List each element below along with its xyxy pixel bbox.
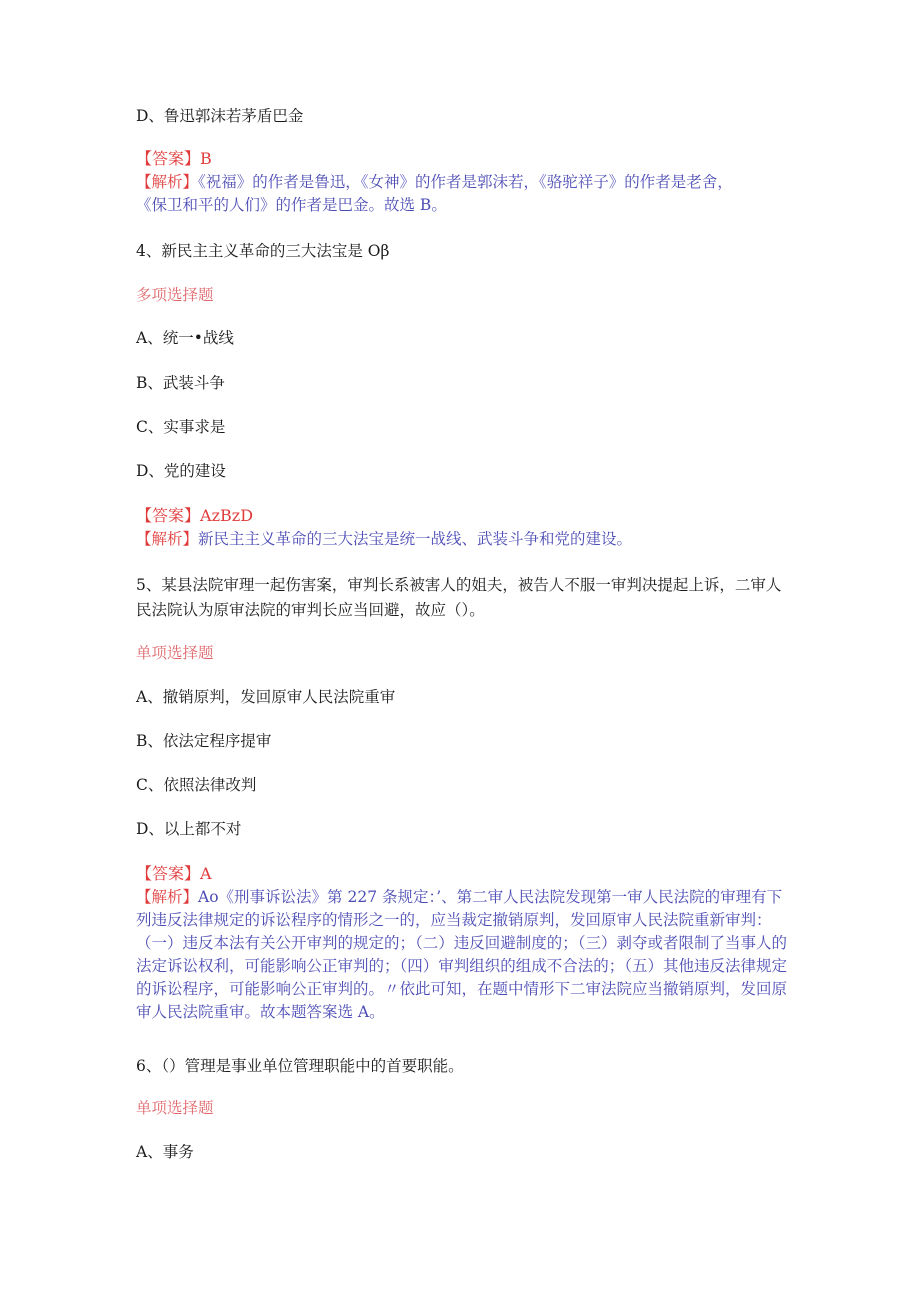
q5-question-line: 5、某县法院审理一起伤害案，审判长系被害人的姐夫，被告人不服一审判决提起上诉，二审人 (136, 576, 782, 594)
q5-explain-line: 的诉讼程序，可能影响公正审判的。〃依此可知，在题中情形下二审法院应当撤销原判，发回原 (136, 980, 788, 998)
q5-explain-line: 列违反法律规定的诉讼程序的情形之一的，应当裁定撤销原判，发回原审人民法院重新审判： (136, 911, 772, 929)
q5-explain-line: 审人民法院重审。故本题答案选 A。 (136, 1003, 385, 1021)
q4-option-d: D、党的建设 (136, 462, 226, 480)
q4-answer-block (136, 504, 786, 551)
q4-question-type: 多项选择题 (136, 286, 214, 304)
q5-option-c: C、依照法律改判 (136, 776, 257, 794)
q4-explain-line: 新民主主义革命的三大法宝是统一战线、武装斗争和党的建设。 (198, 530, 633, 548)
q5-question-type: 单项选择题 (136, 644, 214, 662)
q6-question: 6、（）管理是事业单位管理职能中的首要职能。 (136, 1057, 464, 1075)
q3-explain-line: 《祝福》的作者是鲁迅，《女神》的作者是郭沫若，《骆驼祥子》的作者是老舍， (198, 173, 733, 191)
q5-explain-line: 法定诉讼权利，可能影响公正审判的；（四）审判组织的组成不合法的；（五）其他违反法律规定 (136, 957, 788, 975)
q5-option-a: A、撤销原判，发回原审人民法院重审 (136, 688, 396, 706)
q5-option-d: D、以上都不对 (136, 820, 242, 838)
q5-explain-line: （一）违反本法有关公开审判的规定的；（二）违反回避制度的；（三）剥夺或者限制了当事人的 (136, 934, 788, 952)
q5-question (136, 573, 786, 623)
q3-explain-line: 《保卫和平的人们》的作者是巴金。故选 B。 (136, 196, 447, 214)
q4-answer-tag: 【答案】 (136, 506, 201, 525)
q5-explain-line: Ao《刑事诉讼法》第 227 条规定：’、第二审人民法院发现第一审人民法院的审理有下 (198, 888, 783, 906)
q4-question: 4、新民主主义革命的三大法宝是 Oβ (136, 242, 390, 260)
q6-option-a: A、事务 (136, 1143, 194, 1161)
q3-answer-block (136, 147, 786, 217)
q4-option-c: C、实事求是 (136, 418, 226, 436)
q4-option-a: A、统一•战线 (136, 329, 234, 347)
q3-answer-value: B (200, 149, 212, 168)
q5-answer-value: A (200, 864, 212, 883)
q3-answer-tag: 【答案】 (136, 149, 201, 168)
q6-question-type: 单项选择题 (136, 1099, 214, 1117)
q5-answer-block (136, 862, 786, 1024)
q5-option-b: B、依法定程序提审 (136, 732, 272, 750)
q5-question-line: 民法院认为原审法院的审判长应当回避，故应（）。 (136, 601, 485, 619)
q4-option-b: B、武装斗争 (136, 374, 225, 392)
q3-option-d: D、鲁迅郭沫若茅盾巴金 (136, 107, 304, 125)
q5-explain-tag: 【解析】 (136, 888, 199, 906)
q3-explain-tag: 【解析】 (136, 173, 199, 191)
q5-answer-tag: 【答案】 (136, 864, 201, 883)
q4-answer-value: AzBzD (200, 506, 254, 525)
q4-explain-tag: 【解析】 (136, 530, 199, 548)
